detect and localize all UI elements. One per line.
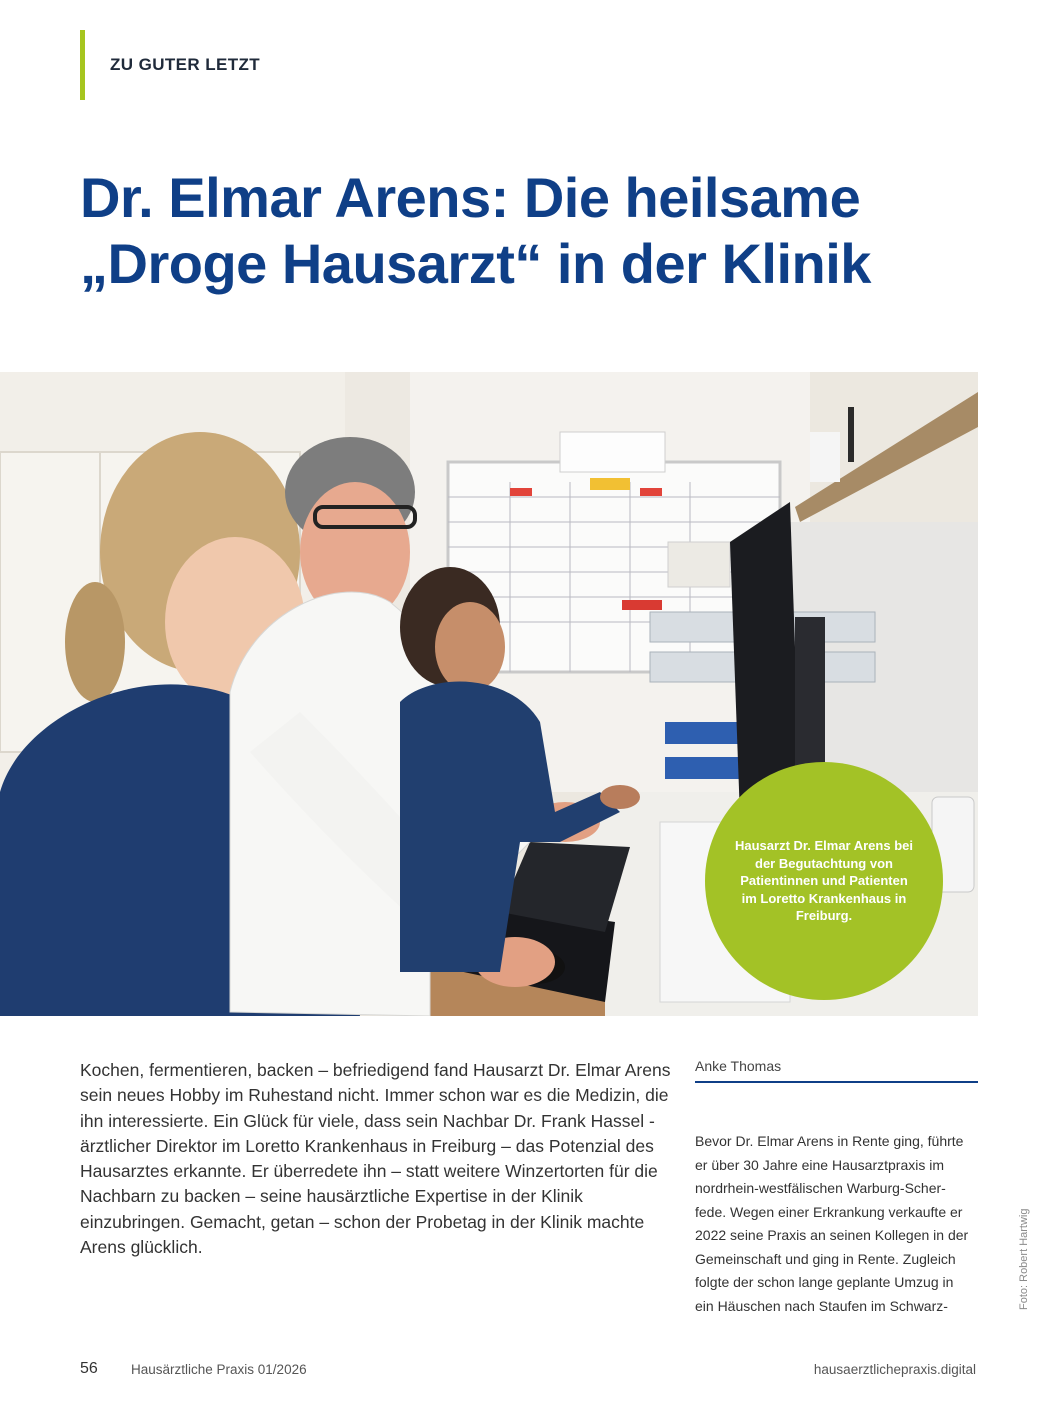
body-line: er über 30 Jahre eine Hausarztpraxis im <box>695 1156 945 1173</box>
author-name: Anke Thomas <box>695 1058 782 1074</box>
body-line: Bevor Dr. Elmar Arens in Rente ging, führte <box>695 1133 964 1149</box>
body-line: 2022 seine Praxis an seinen Kollegen in der <box>695 1227 969 1243</box>
website-url: hausaerztlichepraxis.digital <box>813 1362 976 1377</box>
photo-caption-badge <box>705 762 943 1000</box>
body-line: ein Häuschen nach Staufen im Schwarz- <box>695 1297 948 1314</box>
article-headline <box>80 165 1000 297</box>
page-number: 56 <box>80 1360 98 1377</box>
section-label: ZU GUTER LETZT <box>110 55 261 74</box>
photo-caption: Hausarzt Dr. Elmar Arens bei der Begutachtung von Patientinnen und Patienten im Loretto Krankenhaus in Freiburg. <box>735 838 913 924</box>
photo-credit: Foto: Robert Hartwig <box>1018 1208 1030 1310</box>
lead-paragraph: Kochen, fermentieren, backen – befriedigend fand Hausarzt Dr. Elmar Arens sein neues Hobby im Ruhestand nicht. Immer schon war es die Medizin, die ihn interessierte. Ein Glück für viele, dass sein Nachbar Dr. Frank Hassel - ärztlicher Direktor im Loretto Krankenhaus in Freiburg – das Potenzial des Hausarztes erkannte. Er überredete ihn – statt weitere Winzertorten für die Nachbarn zu backen – seine hausärztliche Expertise in der Klinik einzubringen. Gemacht, getan – schon der Probetag in der Klinik machte Arens glücklich. <box>80 1060 671 1258</box>
body-line: fede. Wegen einer Erkrankung verkaufte er <box>695 1203 963 1220</box>
body-column <box>695 1130 985 1318</box>
body-line: folgte der schon lange geplante Umzug in <box>695 1274 954 1290</box>
headline-line-2: „Droge Hausarzt“ in der Klinik <box>80 232 871 295</box>
headline-line-1: Dr. Elmar Arens: Die heilsame <box>80 166 861 229</box>
body-line: Gemeinschaft und ging in Rente. Zugleich <box>695 1250 956 1267</box>
body-line: nordrhein-westfälischen Warburg-Scher- <box>695 1180 946 1196</box>
section-accent-bar <box>80 30 85 100</box>
author-divider <box>695 1081 978 1083</box>
journal-name: Hausärztliche Praxis 01/2026 <box>131 1362 307 1377</box>
